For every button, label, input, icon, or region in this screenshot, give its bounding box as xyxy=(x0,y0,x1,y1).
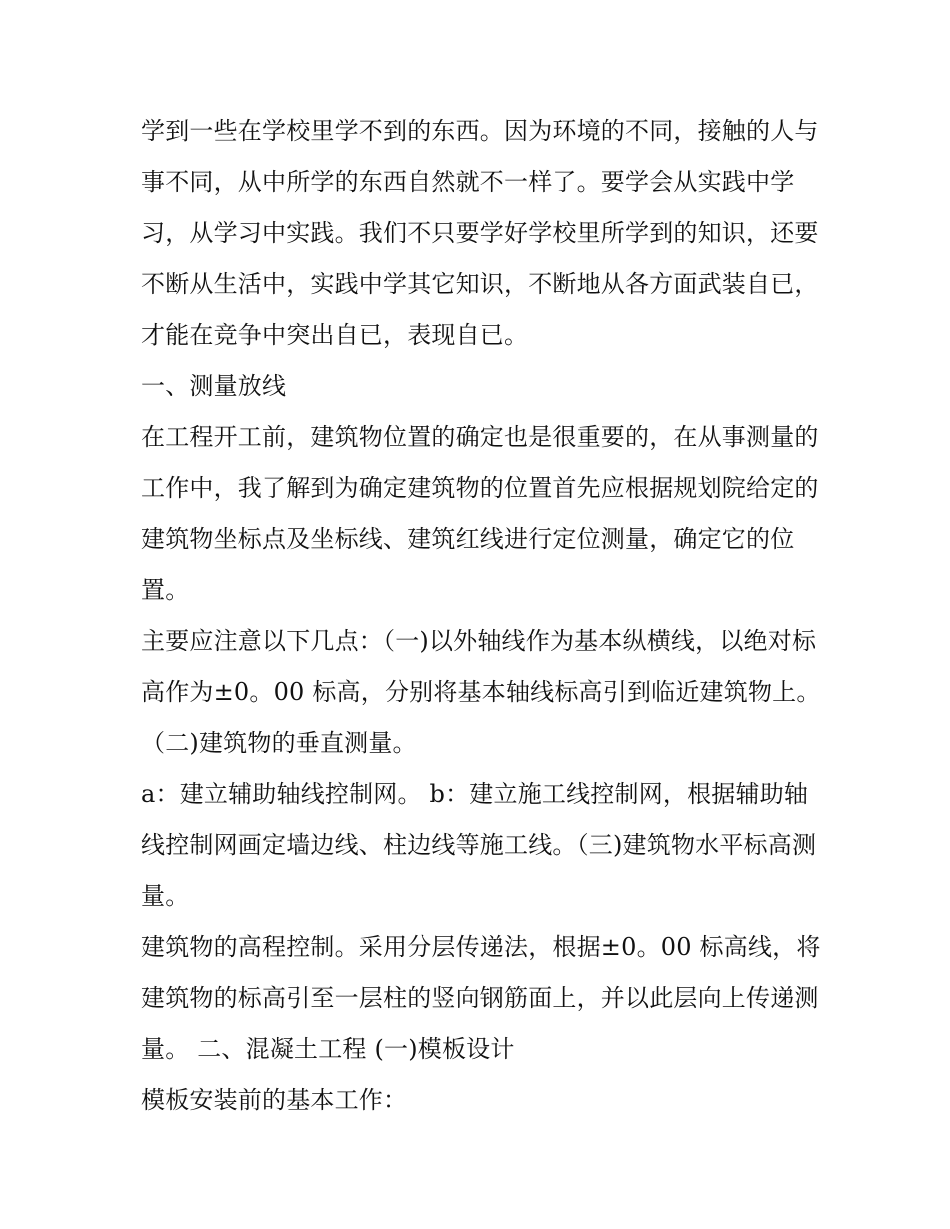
paragraph: 在工程开工前，建筑物位置的确定也是很重要的，在从事测量的工作中，我了解到为确定建筑物的位置首先应根据规划院给定的建筑物坐标点及坐标线、建筑红线进行定位测量，确定它的位置。 xyxy=(141,423,819,604)
paragraph: 学到一些在学校里学不到的东西。因为环境的不同，接触的人与事不同，从中所学的东西自然就不一样了。要学会从实践中学习，从学习中实践。我们不只要学好学校里所学到的知识，还要不断从生活中，实践中学其它知识，不断地从各方面武装自已，才能在竞争中突出自已，表现自已。 xyxy=(141,117,819,349)
paragraph: 建筑物的高程控制。采用分层传递法，根据±0。00 标高线，将建筑物的标高引至一层柱的竖向钢筋面上，并以此层向上传递测量。 二、混凝土工程 (一)模板设计 xyxy=(141,933,821,1063)
document-body xyxy=(141,106,821,1126)
paragraph: 主要应注意以下几点：（一)以外轴线作为基本纵横线，以绝对标高作为±0。00 标高，分别将基本轴线标高引到临近建筑物上。（二)建筑物的垂直测量。 xyxy=(141,627,821,757)
section-heading-survey: 一、测量放线 xyxy=(141,372,287,400)
paragraph: 模板安装前的基本工作： xyxy=(141,1086,408,1114)
paragraph: a：建立辅助轴线控制网。 b：建立施工线控制网，根据辅助轴线控制网画定墙边线、柱边线等施工线。（三)建筑物水平标高测量。 xyxy=(141,780,817,910)
